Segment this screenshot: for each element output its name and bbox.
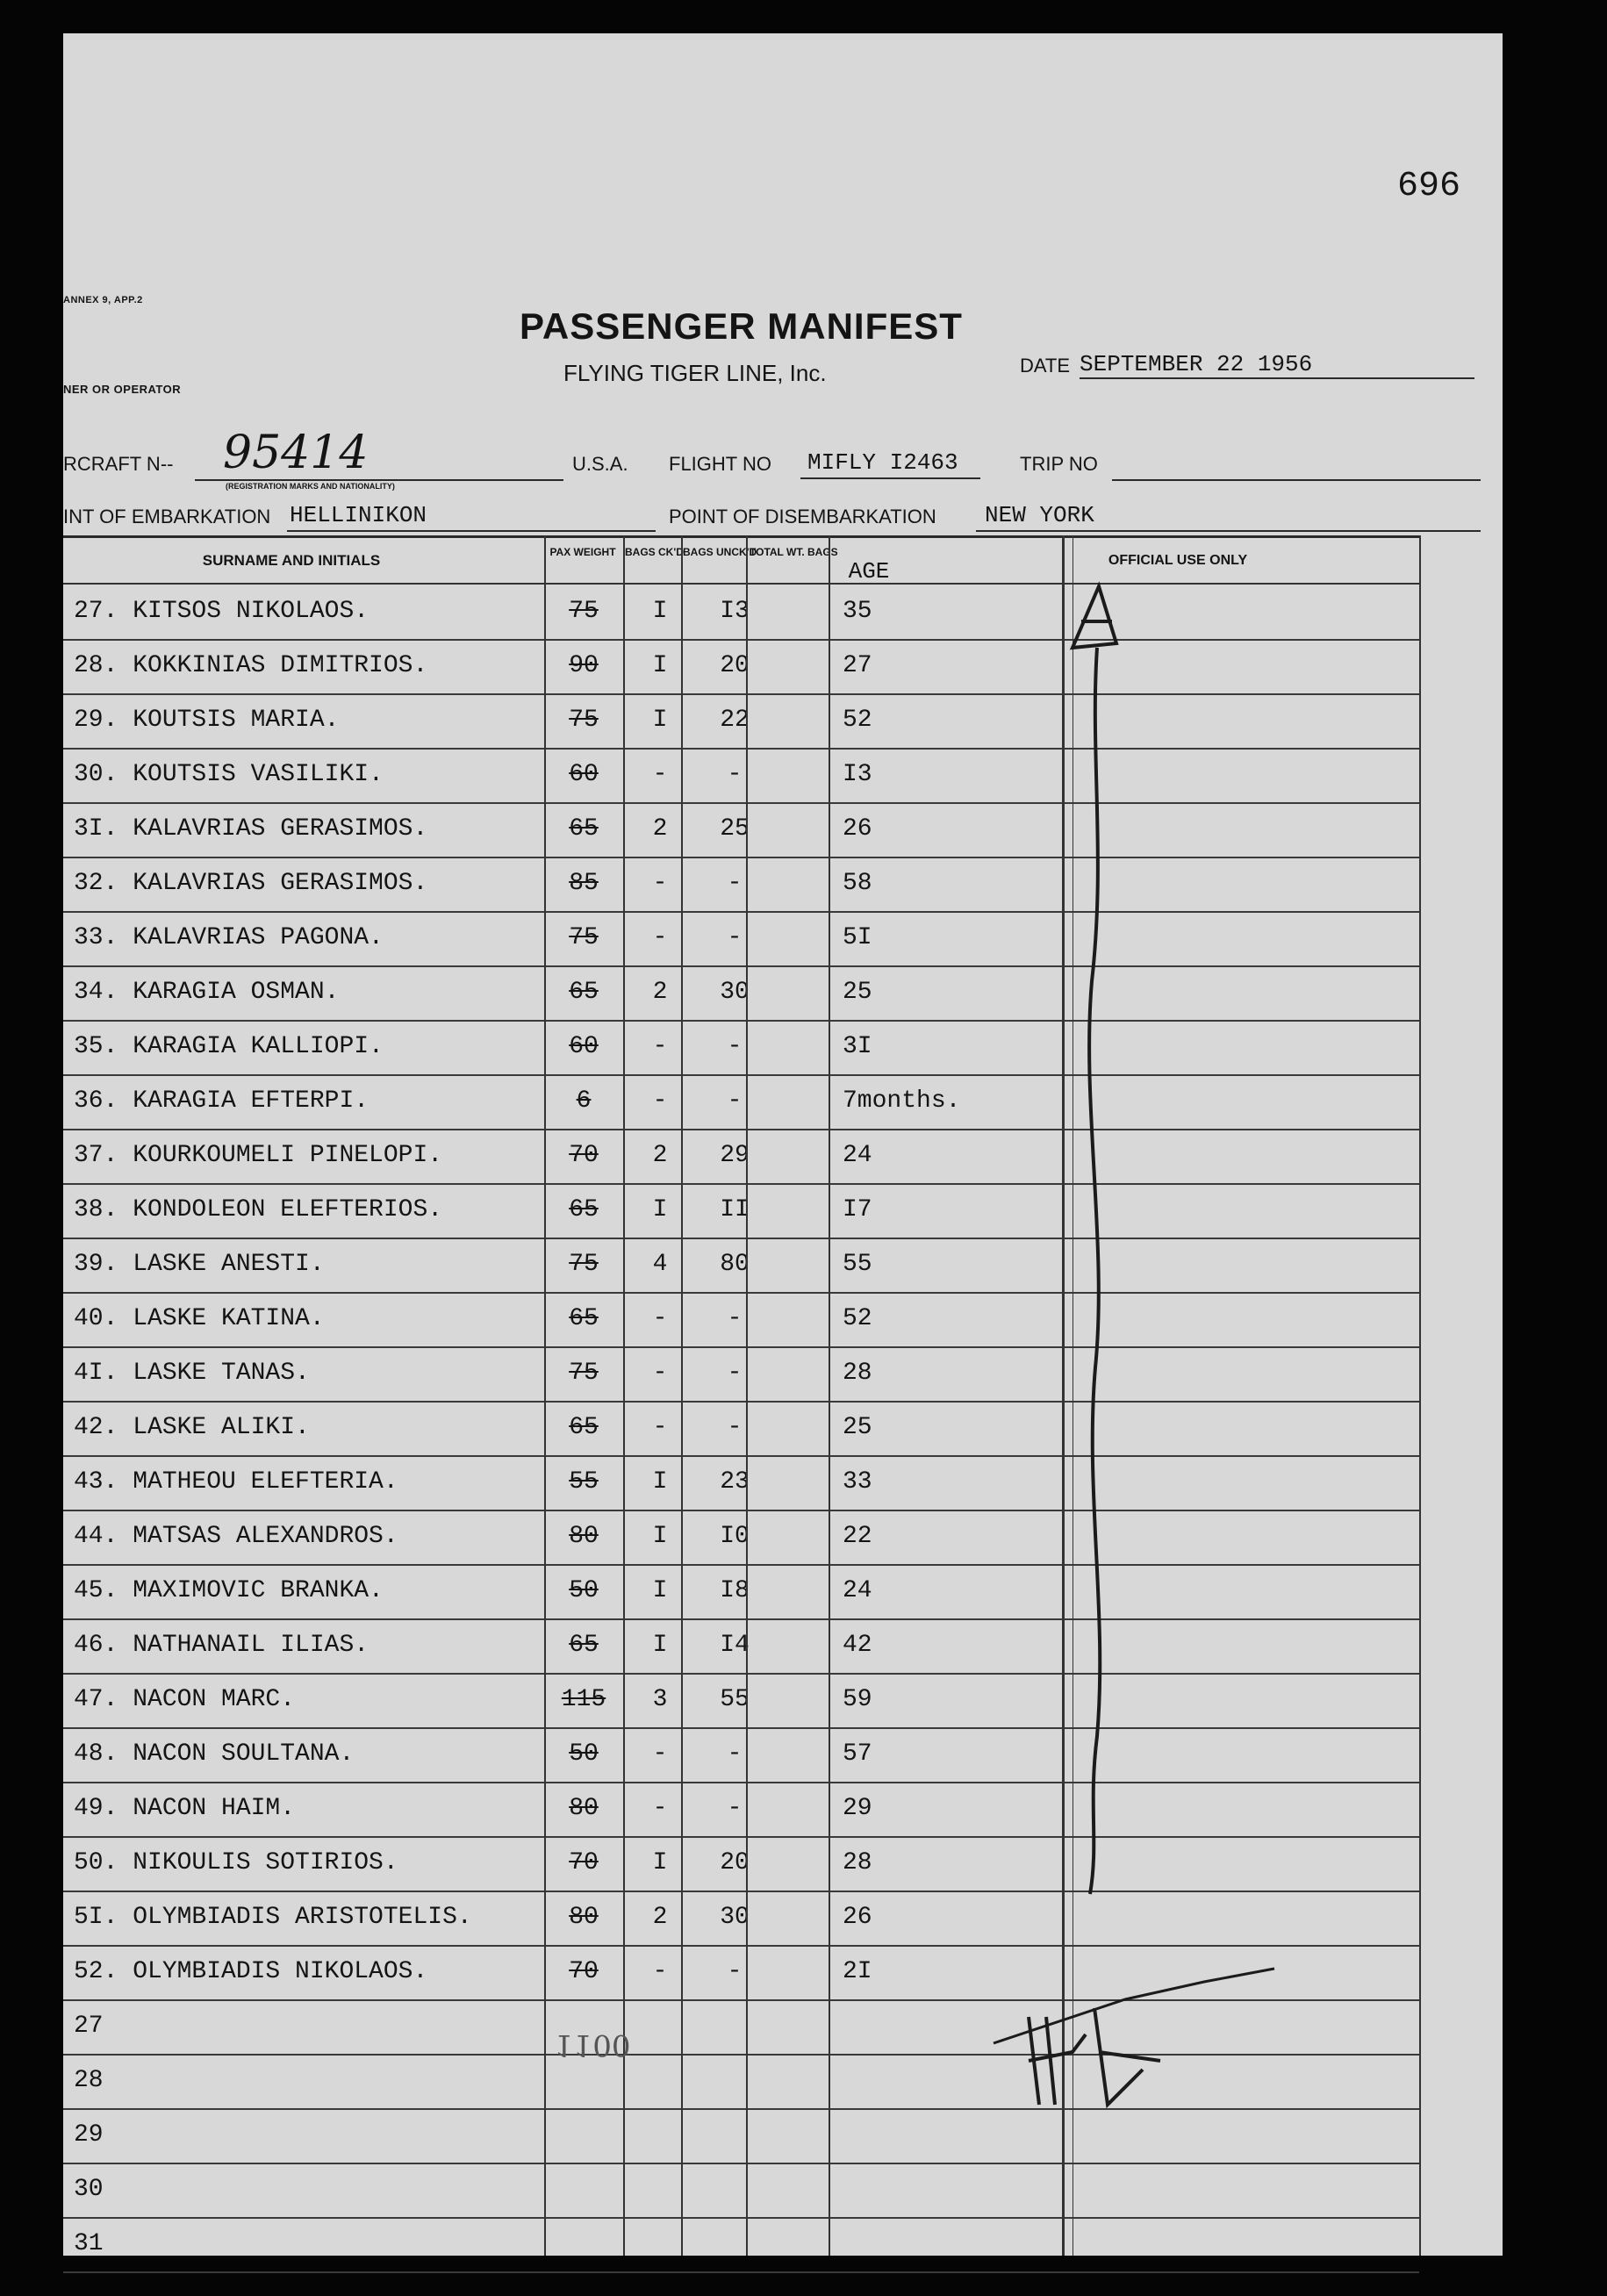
pax-weight <box>544 2217 623 2271</box>
bags-unchecked: - <box>727 1414 743 1441</box>
passenger-name: 38. KONDOLEON ELEFTERIOS. <box>74 1196 443 1223</box>
passenger-name: 39. LASKE ANESTI. <box>74 1251 325 1278</box>
bags-unchecked <box>691 2163 778 2217</box>
bags-unchecked: - <box>727 1740 743 1768</box>
bags-checked: I <box>652 1632 668 1659</box>
passenger-name: 28 <box>74 2067 104 2094</box>
passenger-age: 2I <box>843 1958 872 1985</box>
passenger-name: 42. LASKE ALIKI. <box>74 1414 310 1441</box>
passenger-name: 4I. LASKE TANAS. <box>74 1360 310 1387</box>
passenger-age: I7 <box>843 1196 872 1223</box>
passenger-age: 24 <box>843 1142 872 1169</box>
bags-checked: I <box>652 652 668 679</box>
passenger-age: 27 <box>843 652 872 679</box>
pax-weight: 75 <box>569 1360 599 1387</box>
bags-checked: - <box>652 1087 668 1115</box>
header-bags-unchecked: BAGS UNCK'D <box>683 546 757 558</box>
header-total-weight: TOTAL WT. BAGS <box>750 546 838 558</box>
passenger-age: 26 <box>843 1904 872 1931</box>
passenger-name: 44. MATSAS ALEXANDROS. <box>74 1523 398 1550</box>
bags-unchecked: - <box>727 870 743 897</box>
bags-checked: I <box>652 1468 668 1496</box>
nationality: U.S.A. <box>572 453 628 475</box>
bags-unchecked <box>691 2054 778 2108</box>
pax-weight: 60 <box>569 761 599 788</box>
bags-checked: - <box>652 1033 668 1060</box>
passenger-age: 58 <box>843 870 872 897</box>
pax-weight: 70 <box>569 1849 599 1876</box>
passenger-name: 31 <box>74 2230 104 2257</box>
passenger-age: 26 <box>843 815 872 843</box>
passenger-name: 32. KALAVRIAS GERASIMOS. <box>74 870 428 897</box>
owner-label: NER OR OPERATOR <box>63 383 182 396</box>
passenger-age: 42 <box>843 1632 872 1659</box>
passenger-name: 29 <box>74 2121 104 2149</box>
date-value: SEPTEMBER 22 1956 <box>1080 351 1313 377</box>
passenger-name: 35. KARAGIA KALLIOPI. <box>74 1033 384 1060</box>
embarkation-value: HELLINIKON <box>290 502 427 528</box>
bags-unchecked: 55 <box>720 1686 750 1713</box>
pax-weight: 6 <box>576 1087 592 1115</box>
document-title: PASSENGER MANIFEST <box>520 305 963 347</box>
pax-weight: 75 <box>569 707 599 734</box>
disembarkation-label: POINT OF DISEMBARKATION <box>669 506 936 527</box>
bags-checked: I <box>652 1849 668 1876</box>
pax-weight: 80 <box>569 1904 599 1931</box>
pax-weight: 75 <box>569 1251 599 1278</box>
flight-label: FLIGHT NO <box>669 453 771 475</box>
table-row <box>63 2217 1419 2273</box>
passenger-name: 3I. KALAVRIAS GERASIMOS. <box>74 815 428 843</box>
bags-unchecked: I4 <box>720 1632 750 1659</box>
passenger-age: 59 <box>843 1686 872 1713</box>
bags-unchecked: 30 <box>720 979 750 1006</box>
passenger-name: 37. KOURKOUMELI PINELOPI. <box>74 1142 443 1169</box>
bags-checked: 2 <box>652 1142 668 1169</box>
pax-weight: 55 <box>569 1468 599 1496</box>
bags-unchecked: 23 <box>720 1468 750 1496</box>
passenger-name: 50. NIKOULIS SOTIRIOS. <box>74 1849 398 1876</box>
annex-label: ANNEX 9, APP.2 <box>63 295 143 305</box>
bags-checked: - <box>652 1414 668 1441</box>
bags-checked: - <box>652 1795 668 1822</box>
passenger-name: 30 <box>74 2176 104 2203</box>
passenger-name: 28. KOKKINIAS DIMITRIOS. <box>74 652 428 679</box>
passenger-name: 52. OLYMBIADIS NIKOLAOS. <box>74 1958 428 1985</box>
date-label: DATE <box>1020 355 1071 377</box>
passenger-name: 33. KALAVRIAS PAGONA. <box>74 924 384 951</box>
aircraft-label: RCRAFT N-- <box>63 453 174 475</box>
passenger-age: 57 <box>843 1740 872 1768</box>
passenger-age: 52 <box>843 707 872 734</box>
passenger-age: 52 <box>843 1305 872 1332</box>
passenger-name: 27 <box>74 2013 104 2040</box>
pax-weight: 75 <box>569 924 599 951</box>
passenger-name: 47. NACON MARC. <box>74 1686 296 1713</box>
airline-name: FLYING TIGER LINE, Inc. <box>563 360 827 386</box>
passenger-age: 5I <box>843 924 872 951</box>
bags-checked: I <box>652 707 668 734</box>
bags-checked: 2 <box>652 815 668 843</box>
bags-unchecked: 20 <box>720 1849 750 1876</box>
bags-checked: - <box>652 870 668 897</box>
bags-checked: I <box>652 1523 668 1550</box>
passenger-age: 35 <box>843 598 872 625</box>
pax-weight: 90 <box>569 652 599 679</box>
bags-checked: 2 <box>652 979 668 1006</box>
bags-checked: - <box>652 1360 668 1387</box>
bags-unchecked: 25 <box>720 815 750 843</box>
pax-weight: 65 <box>569 1305 599 1332</box>
bags-unchecked <box>691 2217 778 2271</box>
aircraft-number: 95414 <box>223 427 369 479</box>
passenger-age: 7months. <box>843 1087 961 1115</box>
passenger-name: 30. KOUTSIS VASILIKI. <box>74 761 384 788</box>
total-note: 1100 <box>555 2027 631 2063</box>
bags-checked: - <box>652 1740 668 1768</box>
pax-weight: 80 <box>569 1795 599 1822</box>
passenger-name: 49. NACON HAIM. <box>74 1795 296 1822</box>
pax-weight: 65 <box>569 979 599 1006</box>
bags-checked: 2 <box>652 1904 668 1931</box>
pax-weight: 75 <box>569 598 599 625</box>
pax-weight: 50 <box>569 1740 599 1768</box>
passenger-age: 55 <box>843 1251 872 1278</box>
bags-unchecked: - <box>727 1087 743 1115</box>
trip-label: TRIP NO <box>1020 453 1098 475</box>
passenger-age: 22 <box>843 1523 872 1550</box>
bags-checked: - <box>652 761 668 788</box>
pax-weight: 65 <box>569 815 599 843</box>
passenger-age: I3 <box>843 761 872 788</box>
bags-unchecked: - <box>727 1958 743 1985</box>
pax-weight: 50 <box>569 1577 599 1604</box>
passenger-name: 36. KARAGIA EFTERPI. <box>74 1087 369 1115</box>
pax-weight: 80 <box>569 1523 599 1550</box>
embarkation-label: INT OF EMBARKATION <box>63 506 271 527</box>
bags-checked: 4 <box>652 1251 668 1278</box>
passenger-name: 29. KOUTSIS MARIA. <box>74 707 340 734</box>
pax-weight <box>544 2163 623 2217</box>
header-name: SURNAME AND INITIALS <box>202 552 381 569</box>
pax-weight: 60 <box>569 1033 599 1060</box>
passenger-age: 29 <box>843 1795 872 1822</box>
passenger-name: 34. KARAGIA OSMAN. <box>74 979 340 1006</box>
passenger-age: 33 <box>843 1468 872 1496</box>
bags-checked: I <box>652 1196 668 1223</box>
passenger-age: 24 <box>843 1577 872 1604</box>
bags-checked: I <box>652 598 668 625</box>
header-bags-checked: BAGS CK'D <box>625 546 684 558</box>
manifest-sheet <box>63 33 1503 2256</box>
passenger-age: 25 <box>843 1414 872 1441</box>
bags-checked: - <box>652 1305 668 1332</box>
bags-unchecked: - <box>727 761 743 788</box>
official-use-mark <box>941 578 1292 2122</box>
disembarkation-value: NEW YORK <box>985 502 1094 528</box>
table-row <box>63 2163 1419 2219</box>
passenger-age: 3I <box>843 1033 872 1060</box>
passenger-name: 5I. OLYMBIADIS ARISTOTELIS. <box>74 1904 472 1931</box>
bags-unchecked: 80 <box>720 1251 750 1278</box>
bags-unchecked: 30 <box>720 1904 750 1931</box>
bags-unchecked: - <box>727 924 743 951</box>
bags-unchecked: 20 <box>720 652 750 679</box>
bags-unchecked: I8 <box>720 1577 750 1604</box>
header-age: AGE <box>848 558 890 585</box>
passenger-name: 43. MATHEOU ELEFTERIA. <box>74 1468 398 1496</box>
bags-checked: I <box>652 1577 668 1604</box>
page-number: 696 <box>1397 167 1461 206</box>
bags-unchecked: 29 <box>720 1142 750 1169</box>
header-pax-weight: PAX WEIGHT <box>549 546 616 558</box>
passenger-name: 48. NACON SOULTANA. <box>74 1740 355 1768</box>
bags-unchecked <box>691 2108 778 2163</box>
bags-checked: 3 <box>652 1686 668 1713</box>
bags-unchecked: - <box>727 1360 743 1387</box>
pax-weight: 65 <box>569 1196 599 1223</box>
pax-weight: 70 <box>569 1958 599 1985</box>
bags-unchecked: I0 <box>720 1523 750 1550</box>
pax-weight: 65 <box>569 1632 599 1659</box>
pax-weight: 85 <box>569 870 599 897</box>
bags-unchecked: - <box>727 1305 743 1332</box>
bags-checked: - <box>652 924 668 951</box>
pax-weight: 70 <box>569 1142 599 1169</box>
bags-unchecked: I3 <box>720 598 750 625</box>
pax-weight: 115 <box>561 1686 606 1713</box>
passenger-name: 40. LASKE KATINA. <box>74 1305 325 1332</box>
flight-number: MIFLY I2463 <box>807 449 958 476</box>
bags-unchecked: - <box>727 1033 743 1060</box>
bags-unchecked: 22 <box>720 707 750 734</box>
passenger-age: 25 <box>843 979 872 1006</box>
passenger-age: 28 <box>843 1849 872 1876</box>
registration-note: (REGISTRATION MARKS AND NATIONALITY) <box>226 482 395 491</box>
passenger-age: 28 <box>843 1360 872 1387</box>
bags-checked: - <box>652 1958 668 1985</box>
passenger-name: 46. NATHANAIL ILIAS. <box>74 1632 369 1659</box>
passenger-name: 27. KITSOS NIKOLAOS. <box>74 598 369 625</box>
header-official-use: OFFICIAL USE ONLY <box>1108 553 1248 568</box>
passenger-name: 45. MAXIMOVIC BRANKA. <box>74 1577 384 1604</box>
pax-weight <box>544 2108 623 2163</box>
bags-unchecked <box>691 1999 778 2054</box>
pax-weight: 65 <box>569 1414 599 1441</box>
bags-unchecked: - <box>727 1795 743 1822</box>
bags-unchecked: II <box>720 1196 750 1223</box>
